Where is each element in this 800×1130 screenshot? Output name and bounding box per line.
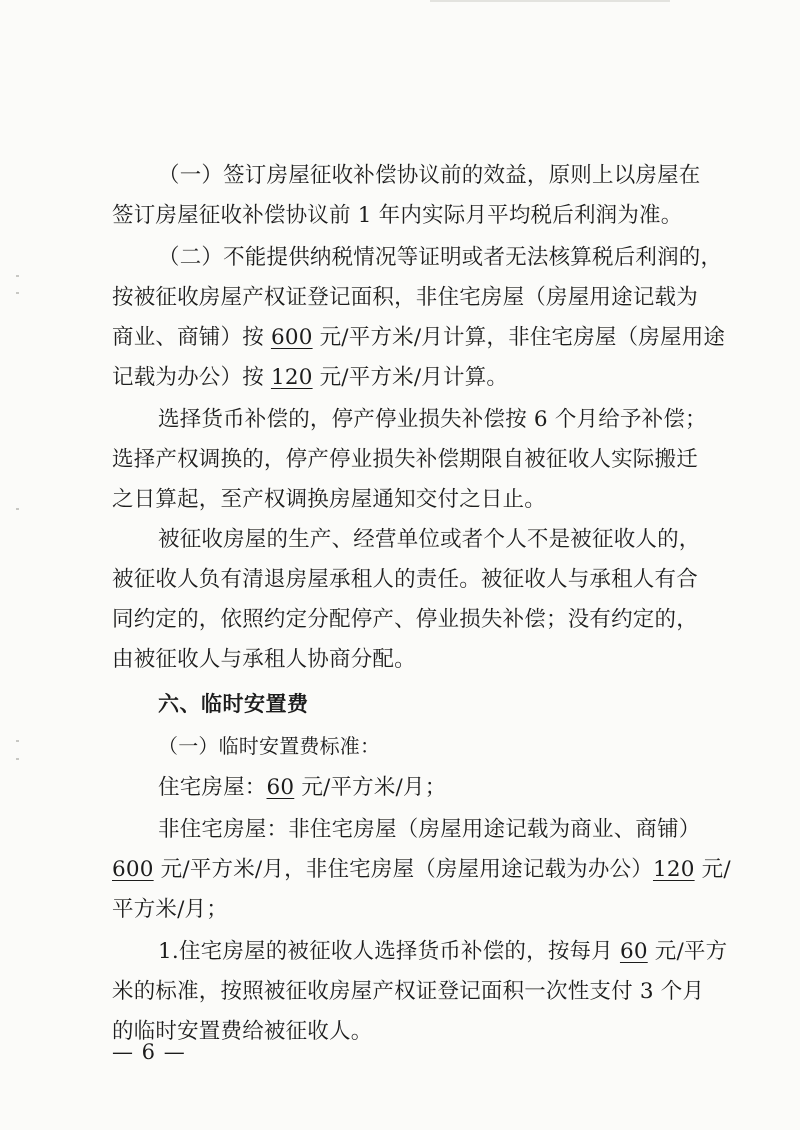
amount-600: 600: [112, 857, 154, 882]
text-run: 记载为办公）按: [112, 365, 271, 390]
paragraph-3-line-1: 选择货币补偿的，停产停业损失补偿按 6 个月给予补偿；: [158, 407, 707, 432]
subsection-heading: （一）临时安置费标准：: [158, 734, 381, 758]
amount-60: 60: [619, 939, 648, 964]
non-residential-line-1: 非住宅房屋：非住宅房屋（房屋用途记载为商业、商铺）: [158, 817, 701, 842]
scan-edge-mark: [430, 0, 670, 2]
item-1-line-3: 的临时安置费给被征收人。: [112, 1019, 373, 1044]
section-heading: 六、临时安置费: [158, 692, 309, 716]
non-residential-line-2: [112, 850, 731, 890]
non-residential-line-3: 平方米/月；: [112, 897, 228, 922]
item-1-line-2: 米的标准，按照被征收房屋产权证登记面积一次性支付 3 个月: [112, 979, 705, 1004]
amount-60: 60: [266, 775, 295, 800]
text-run: 商业、商铺）按: [112, 325, 271, 350]
text-run: 住宅房屋：: [158, 775, 267, 800]
paragraph-2-line-3: [112, 318, 725, 358]
paragraph-1-line-1: （一）签订房屋征收补偿协议前的效益，原则上以房屋在: [158, 163, 701, 188]
paragraph-3-line-2: 选择产权调换的，停产停业损失补偿期限自被征收人实际搬迁: [112, 447, 698, 472]
paragraph-4-line-2: 被征收人负有清退房屋承租人的责任。被征收人与承租人有合: [112, 567, 698, 592]
paragraph-2-line-4: [112, 358, 508, 398]
margin-mark: [16, 740, 19, 742]
text-run: 元/平方米/月计算，非住宅房屋（房屋用途: [312, 325, 726, 350]
paragraph-4-line-1: 被征收房屋的生产、经营单位或者个人不是被征收人的，: [158, 527, 701, 552]
text-run: 元/平方米/月，非住宅房屋（房屋用途记载为办公）: [153, 857, 653, 882]
paragraph-2-line-1: （二）不能提供纳税情况等证明或者无法核算税后利润的，: [158, 245, 723, 270]
paragraph-4-line-4: 由被征收人与承租人协商分配。: [112, 647, 416, 672]
text-run: 元/平方米/月；: [294, 775, 447, 800]
amount-120: 120: [270, 365, 313, 390]
amount-600: 600: [270, 325, 313, 350]
margin-mark: [16, 758, 19, 760]
margin-mark: [16, 292, 19, 294]
text-run: 1.住宅房屋的被征收人选择货币补偿的，按每月: [158, 939, 620, 964]
margin-mark: [16, 508, 19, 510]
text-run: 元/: [694, 857, 731, 882]
text-run: 元/平方: [647, 939, 728, 964]
paragraph-1-line-2: 签订房屋征收补偿协议前 1 年内实际月平均税后利润为准。: [112, 203, 683, 228]
paragraph-3-line-3: 之日算起，至产权调换房屋通知交付之日止。: [112, 487, 547, 512]
page-number: — 6 —: [112, 1040, 186, 1064]
text-run: 元/平方米/月计算。: [312, 365, 509, 390]
item-1-line-1: [158, 932, 727, 972]
amount-120: 120: [652, 857, 695, 882]
paragraph-2-line-2: 按被征收房屋产权证登记面积，非住宅房屋（房屋用途记载为: [112, 285, 698, 310]
residential-rate-line: [158, 768, 446, 808]
margin-mark: [16, 275, 19, 277]
paragraph-4-line-3: 同约定的，依照约定分配停产、停业损失补偿；没有约定的，: [112, 607, 698, 632]
